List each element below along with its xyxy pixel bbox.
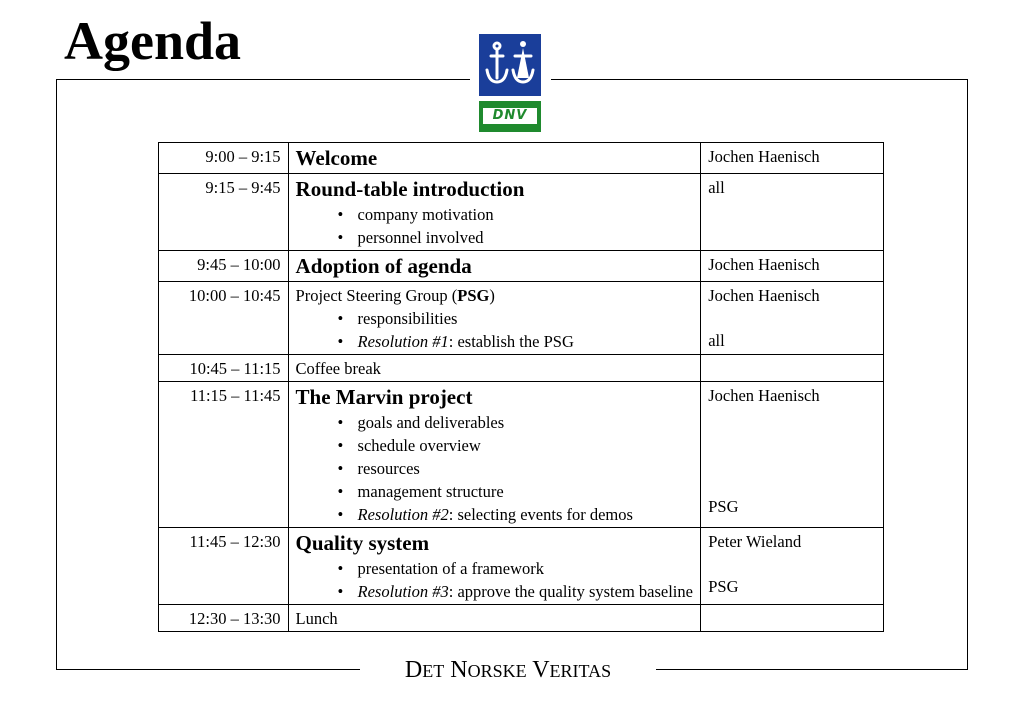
resolution-item: • Resolution #3: approve the quality system baseline xyxy=(338,580,694,603)
list-item: • schedule overview xyxy=(338,434,694,457)
presenter-cell xyxy=(701,355,884,382)
topic-cell xyxy=(288,251,701,282)
topic-cell xyxy=(288,143,701,174)
table-row xyxy=(159,251,884,282)
frame-border xyxy=(56,79,57,670)
table-row xyxy=(159,382,884,528)
topic-text: Project Steering Group (PSG) xyxy=(295,286,495,305)
presenter-cell: Peter Wieland PSG xyxy=(701,528,884,605)
presenter-cell: Jochen Haenisch PSG xyxy=(701,382,884,528)
presenter-cell: all xyxy=(701,174,884,251)
time-cell: 12:30 – 13:30 xyxy=(159,605,289,632)
frame-border xyxy=(656,669,968,670)
frame-border xyxy=(551,79,968,80)
table-row xyxy=(159,282,884,355)
frame-border xyxy=(56,79,470,80)
time-cell: 11:15 – 11:45 xyxy=(159,382,289,528)
topic-cell xyxy=(288,528,701,605)
page-title: Agenda xyxy=(64,11,242,71)
list-item: • goals and deliverables xyxy=(338,411,694,434)
table-row xyxy=(159,528,884,605)
resolution-item: • Resolution #1: establish the PSG xyxy=(338,330,694,353)
list-item: • responsibilities xyxy=(338,307,694,330)
list-item: • personnel involved xyxy=(338,226,694,249)
time-cell: 9:15 – 9:45 xyxy=(159,174,289,251)
topic-cell: Lunch xyxy=(288,605,701,632)
topic-heading: The Marvin project xyxy=(295,385,473,409)
footer-company-name: DET NORSKE VERITAS xyxy=(404,657,612,683)
time-cell: 9:45 – 10:00 xyxy=(159,251,289,282)
time-cell: 11:45 – 12:30 xyxy=(159,528,289,605)
time-cell: 9:00 – 9:15 xyxy=(159,143,289,174)
topic-cell: Coffee break xyxy=(288,355,701,382)
anchor-logo-icon xyxy=(479,34,541,96)
topic-heading: Welcome xyxy=(295,146,378,170)
table-row xyxy=(159,605,884,632)
presenter-cell: Jochen Haenisch xyxy=(701,251,884,282)
list-item: • presentation of a framework xyxy=(338,557,694,580)
agenda-table xyxy=(158,142,884,632)
table-row xyxy=(159,174,884,251)
topic-cell xyxy=(288,282,701,355)
table-row xyxy=(159,355,884,382)
topic-cell xyxy=(288,174,701,251)
list-item: • resources xyxy=(338,457,694,480)
list-item: • management structure xyxy=(338,480,694,503)
topic-heading: Adoption of agenda xyxy=(295,254,472,278)
time-cell: 10:45 – 11:15 xyxy=(159,355,289,382)
list-item: • company motivation xyxy=(338,203,694,226)
presenter-cell: Jochen Haenisch xyxy=(701,143,884,174)
topic-heading: Round-table introduction xyxy=(295,177,525,201)
topic-heading: Quality system xyxy=(295,531,430,555)
dnv-logo: DNV xyxy=(479,101,541,132)
frame-border xyxy=(967,79,968,670)
resolution-item: • Resolution #2: selecting events for demos xyxy=(338,503,694,526)
time-cell: 10:00 – 10:45 xyxy=(159,282,289,355)
topic-cell xyxy=(288,382,701,528)
frame-border xyxy=(56,669,360,670)
table-row xyxy=(159,143,884,174)
presenter-cell xyxy=(701,605,884,632)
presenter-cell: Jochen Haenisch all xyxy=(701,282,884,355)
